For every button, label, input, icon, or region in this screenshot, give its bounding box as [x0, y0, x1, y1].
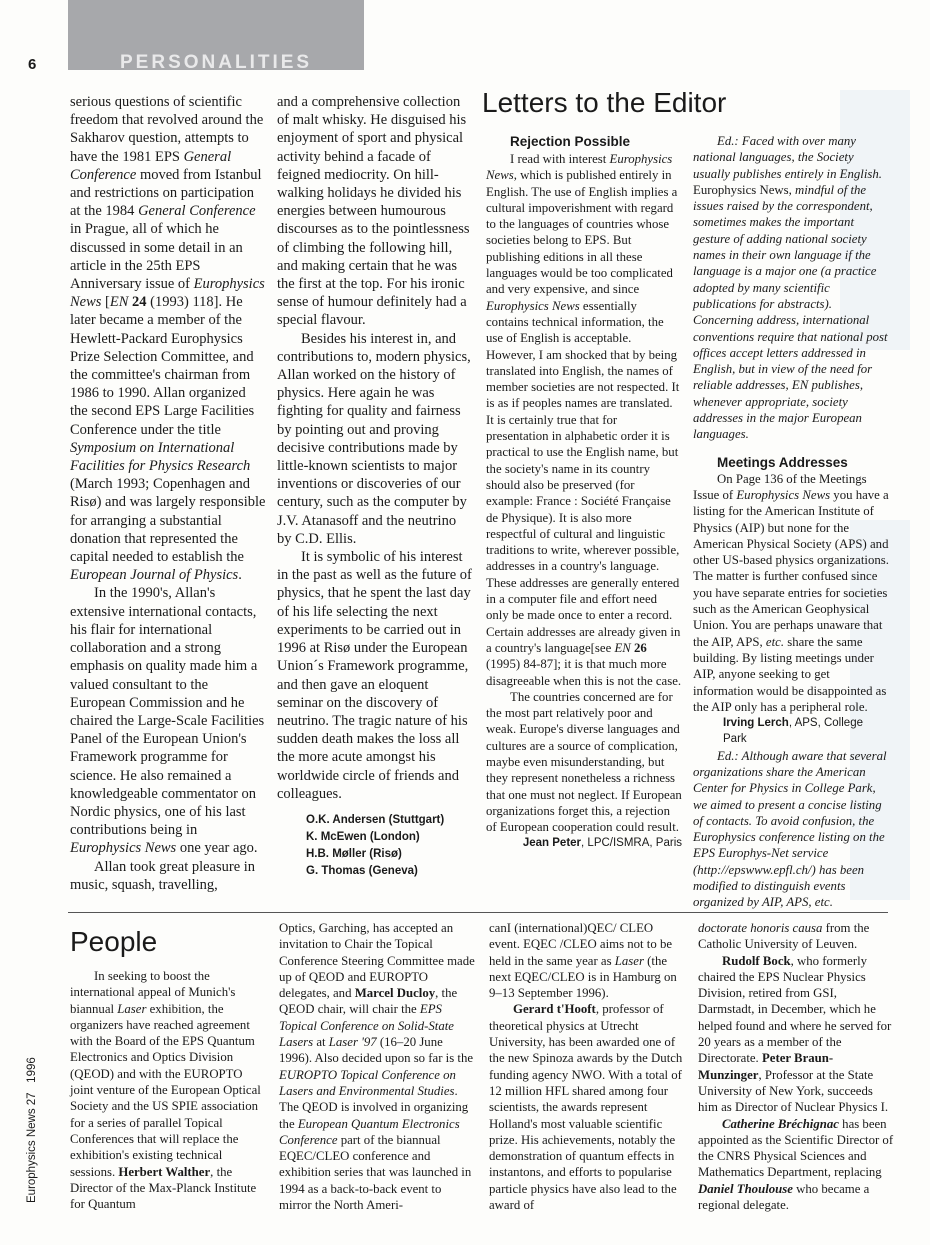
paragraph: Catherine Bréchignac has been appointed as the Scientific Director of the CNRS Physical Sciences and Mathematics Department, replacing Daniel Thoulouse who became a regional delegate. [698, 1116, 894, 1213]
letter-heading: Meetings Addresses [717, 454, 848, 470]
paragraph: It is symbolic of his interest in the past as well as the future of physics, that he spent the last day of his life selecting the next experiments to be carried out in 1996 at Risø under the European Union´s Framework programme, and then gave an eloquent seminar on the discovery of neutrino. The tragic nature of his sudden death makes the loss all the more acute amongst his worldwide circle of friends and colleagues. [277, 549, 472, 802]
section-header-bar [68, 0, 364, 70]
paragraph: and a comprehensive collection of malt whisky. He disguised his enjoyment of sport and physical activity behind a facade of feigned mediocrity. On hill-walking holidays he divided his energies between humourous discourses as to the pointlessness of climbing the following hill, and making certain that he was the first at the top. For his ironic sense of humour definitely had a special flavour. [277, 94, 470, 329]
editor-reply: Ed.: Although aware that several organizations share the American Center for Physics in College Park, we aimed to present a concise listing of contacts. To avoid confusion, the Europhysics conference listing on the EPS Europhys-Net service (http://epswww.epfl.ch/) has been modified to distinguish events organized by AIP, APS, etc. [693, 748, 887, 910]
paragraph: On Page 136 of the Meetings Issue of Europhysics News you have a listing for the American Institute of Physics (AIP) but none for the American Physical Society (APS) and other US-based physics organizations. The matter is further confused since you have separate entries for societies such as the American Geophysical Union. You are perhaps unaware that the AIP, APS, etc. share the same building. By listing meetings under AIP, anyone seeking to get information would be disappointed as the AIP only has a peripheral role. [693, 471, 889, 714]
letter-signature: Irving Lerch, APS, College Park [723, 717, 863, 746]
paragraph: serious questions of scientific freedom that revolved around the Sakharov question, attempts to have the 1981 EPS General Conference moved from Istanbul and restrictions on participation at the 1984 General Conference in Prague, all of which he discussed in some detail in an article in the 25th EPS Anniversary issue of Europhysics News [EN 24 (1993) 118]. He later became a member of the Hewlett-Packard Europhysics Prize Selection Committee, and the committee's chairman from 1986 to 1990. Allan organized the second EPS Large Facilities Conference under the title Symposium on International Facilities for Physics Research (March 1993; Copenhagen and Risø) and was largely responsible for arranging a substantial donation that represented the capital needed to establish the European Journal of Physics. [70, 94, 266, 584]
people-title: People [70, 926, 158, 957]
people-column-2 [279, 920, 475, 1213]
people-column-1 [70, 968, 266, 1212]
paragraph: Gerard t'Hooft, professor of theoretical physics at Utrecht University, has been awarded one of the new Spinoza awards by the Dutch funding agency NWO. With a total of 12 million HFL shared among four scientists, the awards represent Holland's most valuable scientific prize. His achievements, notably the demonstration of quantum effects in instantons, and efforts to popularise particle physics have also lead to the award of [489, 1002, 683, 1213]
letters-column-1 [486, 133, 682, 852]
letters-column-2 [693, 133, 889, 911]
journal-name: Europhysics News 27 [26, 1092, 38, 1203]
section-divider [68, 912, 888, 913]
paragraph: The countries concerned are for the most part relatively poor and weak. Europe's diverse languages and cultures are a source of complication, maybe even misunderstanding, but they represent nonetheless a richness that one must not neglect. If European organizations forget this, a rejection of European cooperation could result. [486, 689, 682, 835]
paragraph: doctorate honoris causa from the Catholic University of Leuven. [698, 921, 870, 952]
journal-year: 1996 [26, 1057, 38, 1083]
signature: O.K. Andersen (Stuttgart) [306, 813, 445, 826]
people-column-3 [489, 920, 685, 1213]
obituary-column-2 [277, 93, 473, 880]
paragraph: In the 1990's, Allan's extensive international contacts, his flair for international collaboration and a strong emphasis on quality made him a valued consultant to the European Commission and he chaired the Large-Scale Facilities Panel of the European Union's Framework programme for science. He also remained a knowledgeable commentator on Nordic physics, one of his last contributions being in Europhysics News one year ago. [70, 585, 265, 857]
signature: G. Thomas (Geneva) [306, 864, 418, 877]
signature: K. McEwen (London) [306, 830, 420, 843]
journal-sidebar [26, 1057, 38, 1203]
obituary-column-1 [70, 93, 266, 894]
paragraph: canI (international)QEC/ CLEO event. EQEC /CLEO aims not to be held in the same year as Laser (the next EQEC/CLEO is in Hamburg on 9–13 September 1996). [489, 921, 677, 1001]
paragraph: Allan took great pleasure in music, squash, travelling, [70, 858, 256, 893]
people-column-4 [698, 920, 894, 1213]
page-number: 6 [28, 56, 37, 73]
signature: H.B. Møller (Risø) [306, 847, 402, 860]
letters-title: Letters to the Editor [482, 87, 727, 118]
paragraph: Optics, Garching, has accepted an invitation to Chair the Topical Conference Steering Committee made up of QEOD and EUROPTO delegates, and Marcel Ducloy, the QEOD chair, will chair the EPS Topical Conference on Solid-State Lasers at Laser '97 (16–20 June 1996). Also decided upon so far is the EUROPTO Topical Conference on Lasers and Environmental Studies. The QEOD is involved in organizing the European Quantum Electronics Conference part of the biannual EQEC/CLEO conference and exhibition series that was launched in 1994 as a back-to-back event to mirror the North Ameri- [279, 921, 475, 1213]
signature-block [306, 812, 473, 880]
paragraph: Rudolf Bock, who formerly chaired the EPS Nuclear Physics Division, retired from GSI, Darmstadt, in December, which he helped found and where he served for 20 years as a member of the Directorate. Peter Braun-Munzinger, Professor at the State University of New York, succeeds him as Director of Nuclear Physics I. [698, 953, 892, 1115]
editor-reply: Ed.: Faced with over many national languages, the Society usually publishes entirely in English. Europhysics News, mindful of the issues raised by the correspondent, sometimes makes the important gesture of adding national society names in their own language if the language is a major one (a practice adopted by many scientific publications for abstracts). Concerning address, international conventions require that national post offices accept letters addressed in English, but in view of the need for reliable addresses, EN publishes, whenever appropriate, society addresses in the major European languages. [693, 134, 888, 442]
paragraph: In seeking to boost the international appeal of Munich's biannual Laser exhibition, the organizers have reached agreement with the Board of the EPS Quantum Electronics and Optics Division (QEOD) and with the EUROPTO joint venture of the European Optical Society and the US SPIE association for a series of parallel Topical Conferences that will replace the exhibition's existing technical sessions. Herbert Walther, the Director of the Max-Planck Institute for Quantum [70, 969, 261, 1212]
paragraph: Besides his interest in, and contributions to, modern physics, Allan worked on the history of physics. Here again he was fighting for quality and fairness by pointing out and proving decisive contributions made by little-known scientists to major inventions or discoveries of our century, such as the computer by J.V. Atanasoff and the neutrino by C.D. Ellis. [277, 330, 471, 547]
paragraph: I read with interest Europhysics News, which is published entirely in English. The use of English implies a cultural impoverishment with regard to the languages of countries whose societies belong to EPS. But publishing editions in all these languages would be too complicated and very expensive, and since Europhysics News essentially contains technical information, the use of English is acceptable. However, I am shocked that by being translated into English, the names of member societies are not respected. It is as if peoples names are translated. It is certainly true that for presentation in alphabetic order it is practical to use the English name, but the society's name in its country should also be preserved (for example: France : Société Française de Physique). It is also more respectful of cultural and linguistic traditions to write, wherever possible, addresses in a country's language. These addresses are generally entered in a computer file and effort need only be made once to enter a record. Certain addresses are already given in a country's language[see EN 26 (1995) 84-87]; it is that much more disagreeable when this is not the case. [486, 152, 682, 688]
letter-signature: Jean Peter, LPC/ISMRA, Paris [522, 837, 682, 850]
letter-heading: Rejection Possible [510, 134, 631, 149]
section-label: PERSONALITIES [120, 52, 313, 70]
